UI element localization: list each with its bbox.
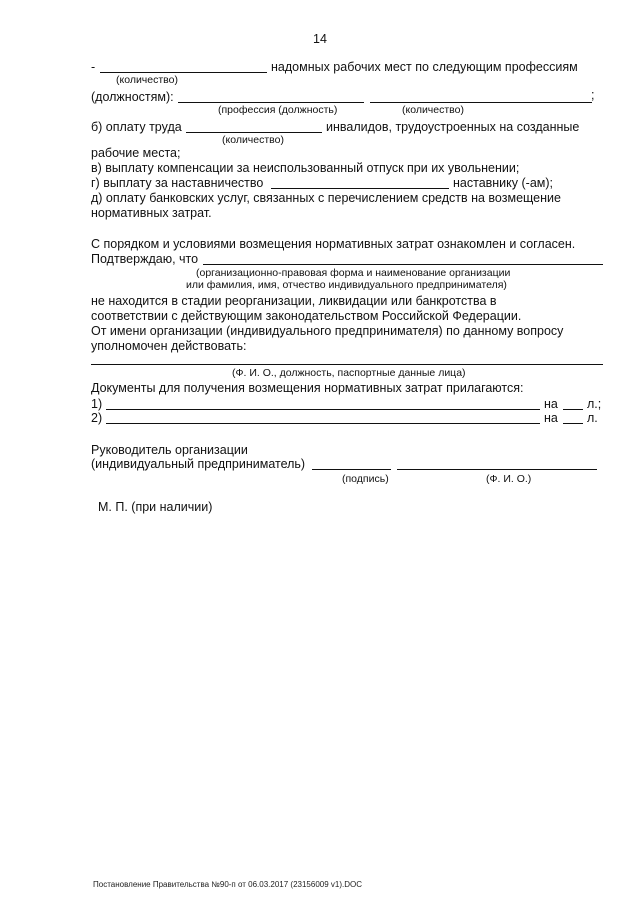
name-caption: (Ф. И. О.) [486, 473, 532, 485]
section-g-prefix: г) выплату за наставничество [91, 176, 264, 190]
section-b-suffix: инвалидов, трудоустроенных на созданные [326, 120, 580, 134]
authorized-line1: От имени организации (индивидуального предпринимателя) по данному вопросу [91, 324, 564, 338]
document-item-number: 2) [91, 411, 103, 425]
authorized-blank-line [91, 364, 603, 365]
section-v-text: в) выплату компенсации за неиспользованный отпуск при их увольнении; [91, 161, 520, 175]
organization-caption-1: (организационно-правовая форма и наименование организации [196, 267, 511, 279]
homework-places-text: надомных рабочих мест по следующим профессиям [271, 60, 578, 74]
document-item-pages-line [563, 423, 583, 424]
quantity-caption-2: (количество) [402, 104, 464, 116]
page-number: 14 [313, 32, 327, 46]
document-item-unit: л. [587, 411, 598, 425]
organization-blank-line [203, 264, 603, 265]
confirm-prefix: Подтверждаю, что [91, 252, 199, 266]
section-b-blank-line [186, 132, 322, 133]
documents-heading: Документы для получения возмещения нормативных затрат прилагаются: [91, 381, 524, 395]
document-item-pages-line [563, 409, 583, 410]
profession-blank-line [178, 102, 364, 103]
signature-blank-line [312, 469, 391, 470]
semicolon: ; [591, 88, 595, 102]
quantity-blank-line-2 [370, 102, 592, 103]
organization-caption-2: или фамилия, имя, отчество индивидуального предпринимателя) [186, 279, 507, 291]
document-item-na: на [544, 411, 558, 425]
profession-caption: (профессия (должность) [218, 104, 338, 116]
quantity-blank-line [100, 72, 267, 73]
authorized-caption: (Ф. И. О., должность, паспортные данные лица) [232, 367, 466, 379]
stamp-place: М. П. (при наличии) [98, 500, 213, 514]
section-g-blank-line [271, 188, 449, 189]
signature-title-line2: (индивидуальный предприниматель) [91, 457, 306, 471]
document-item-number: 1) [91, 397, 103, 411]
section-b-line2: рабочие места; [91, 146, 181, 160]
section-d-line2: нормативных затрат. [91, 206, 212, 220]
quantity-caption: (количество) [116, 74, 178, 86]
section-d-line1: д) оплату банковских услуг, связанных с перечислением средств на возмещение [91, 191, 561, 205]
signature-caption: (подпись) [342, 473, 389, 485]
signature-title-line1: Руководитель организации [91, 443, 248, 457]
agreement-text: С порядком и условиями возмещения нормативных затрат ознакомлен и согласен. [91, 237, 576, 251]
name-blank-line [397, 469, 597, 470]
document-item-na: на [544, 397, 558, 411]
dash-marker: - [91, 60, 96, 74]
document-item-blank-line [106, 409, 540, 410]
section-b-caption: (количество) [222, 134, 284, 146]
document-footer: Постановление Правительства №90-п от 06.03.2017 (23156009 v1).DOC [93, 880, 363, 889]
section-g-suffix: наставнику (-ам); [453, 176, 554, 190]
confirm-text-line2: соответствии с действующим законодательством Российской Федерации. [91, 309, 522, 323]
document-item-unit: л.; [587, 397, 602, 411]
section-b-prefix: б) оплату труда [91, 120, 182, 134]
confirm-text-line1: не находится в стадии реорганизации, ликвидации или банкротства в [91, 294, 497, 308]
positions-prefix: (должностям): [91, 90, 174, 104]
document-item-blank-line [106, 423, 540, 424]
authorized-line2: уполномочен действовать: [91, 339, 247, 353]
